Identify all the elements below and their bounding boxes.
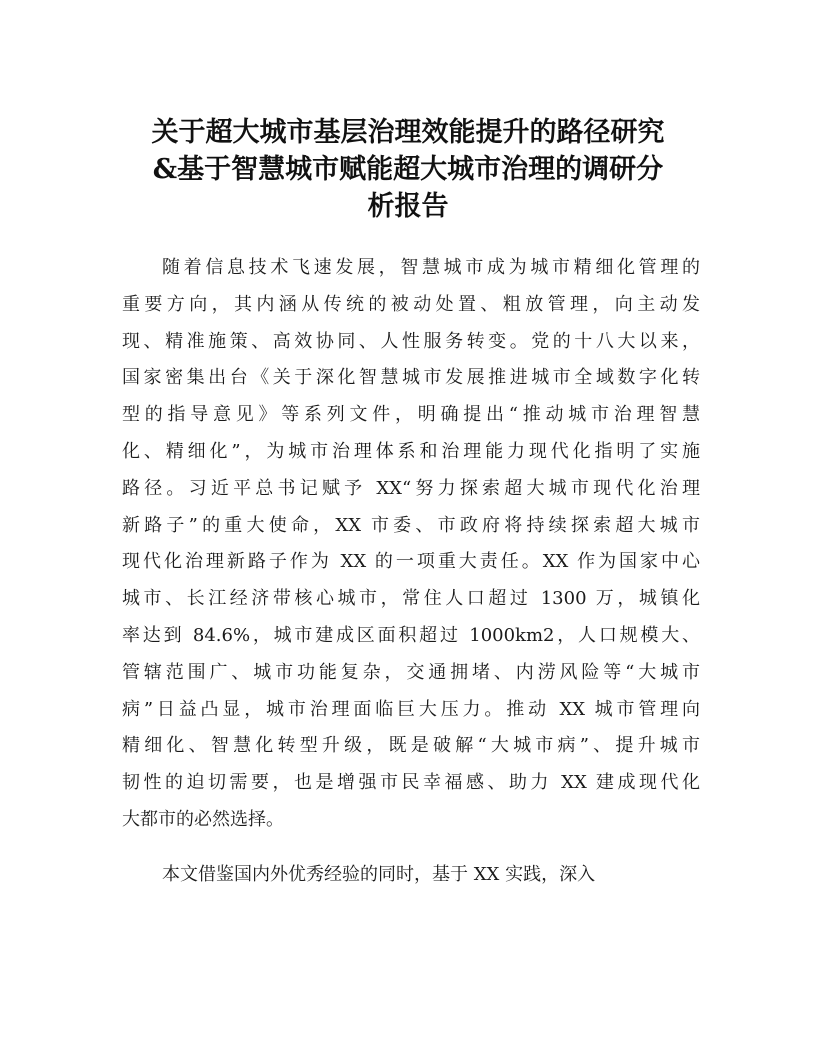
title-line: 析报告 [367, 191, 449, 222]
paragraph-line: 随着信息技术飞速发展，智慧城市成为城市精细化管理的 [162, 257, 700, 278]
paragraph-line: 精细化、智慧化转型升级，既是破解“大城市病”、提升城市 [122, 735, 700, 757]
paragraph-line: 新路子”的重大使命，XX 市委、市政府将持续探索超大城市 [122, 514, 700, 536]
paragraph-line: 率达到 84.6%，城市建成区面积超过 1000km2，人口规模大、 [122, 624, 700, 646]
paragraph-line: 大都市的必然选择。 [122, 808, 284, 830]
paragraph-line: 管辖范围广、城市功能复杂，交通拥堵、内涝风险等“大城市 [122, 661, 700, 683]
paragraph-line: 型的指导意见》等系列文件，明确提出“推动城市治理智慧 [122, 404, 700, 426]
paragraph-line: 现、精准施策、高效协同、人性服务转变。党的十八大以来， [122, 330, 700, 352]
title-line: 关于超大城市基层治理效能提升的路径研究 [151, 117, 665, 148]
document-title [110, 114, 706, 225]
paragraph-line: 路径。习近平总书记赋予 XX“努力探索超大城市现代化治理 [122, 477, 700, 499]
paragraph-line: 城市、长江经济带核心城市，常住人口超过 1300 万，城镇化 [122, 588, 700, 610]
paragraph-line: 重要方向，其内涵从传统的被动处置、粗放管理，向主动发 [122, 293, 700, 315]
paragraph [122, 857, 700, 894]
paragraph [122, 250, 700, 839]
paragraph-line: 现代化治理新路子作为 XX 的一项重大责任。XX 作为国家中心 [122, 551, 700, 573]
paragraph-line: 韧性的迫切需要，也是增强市民幸福感、助力 XX 建成现代化 [122, 772, 700, 794]
paragraph-line: 病”日益凸显，城市治理面临巨大压力。推动 XX 城市管理向 [122, 698, 700, 720]
title-line: &基于智慧城市赋能超大城市治理的调研分 [152, 154, 664, 185]
paragraph-line: 国家密集出台《关于深化智慧城市发展推进城市全域数字化转 [122, 367, 700, 389]
paragraph-line: 化、精细化”，为城市治理体系和治理能力现代化指明了实施 [122, 440, 700, 462]
paragraph-line: 本文借鉴国内外优秀经验的同时，基于 XX 实践，深入 [162, 863, 596, 885]
document-body [122, 250, 700, 894]
